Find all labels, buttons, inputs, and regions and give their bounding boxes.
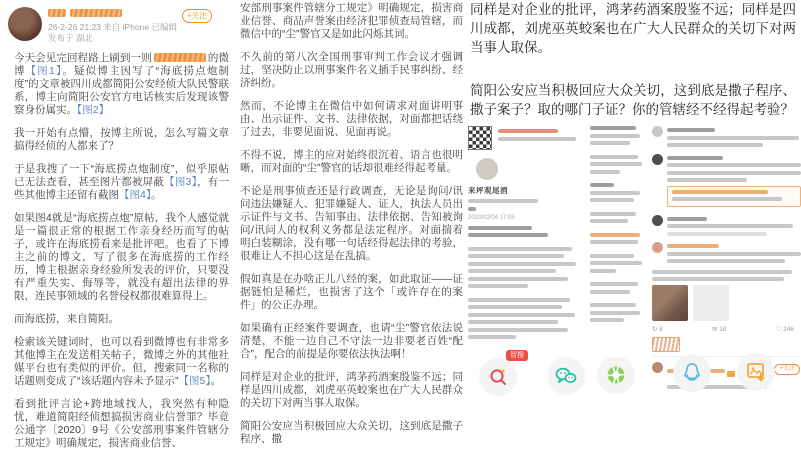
paragraph bbox=[470, 0, 796, 57]
paragraph bbox=[14, 212, 229, 303]
article-column-3 bbox=[470, 0, 796, 143]
blurred-text-line bbox=[468, 226, 532, 230]
profile-post-date: 2020/02/04 17:05 bbox=[468, 214, 515, 221]
text-run: 。 bbox=[151, 189, 162, 201]
blurred-text-line bbox=[468, 233, 548, 237]
blurred-text-line bbox=[468, 247, 572, 251]
blurred-text-line bbox=[590, 126, 636, 130]
paragraph bbox=[14, 313, 229, 326]
blurred-text-line bbox=[468, 313, 575, 317]
figure-link[interactable]: 【图1】 bbox=[25, 65, 63, 77]
paragraph bbox=[14, 163, 229, 202]
paragraph bbox=[240, 185, 463, 263]
qr-caption-blurred bbox=[498, 126, 582, 144]
text-run: 同样是对企业的批评，鸿茅药酒案殷鉴不远；同样是四川成都，刘虎巫英蛟案也在广大人民群众的关切下对两当事人取保。 bbox=[240, 371, 463, 409]
paragraph bbox=[240, 273, 463, 312]
photo-thumbnail[interactable] bbox=[693, 285, 729, 321]
blurred-text-line bbox=[590, 282, 638, 286]
blurred-text-line bbox=[590, 233, 640, 237]
text-run: 如果确有正经案件要调查，也请“尘”警官依法说清楚，不能一边自己不守法一边非要老百姓“配合”，配合的前提是你要依法执法啊！ bbox=[240, 322, 463, 360]
moments-icon[interactable] bbox=[597, 356, 635, 394]
blurred-text-line bbox=[468, 254, 564, 258]
paragraph bbox=[14, 398, 229, 450]
paragraph bbox=[240, 149, 463, 175]
vip-badge bbox=[727, 371, 735, 377]
text-run: ，有一些其他博主还留有截图 bbox=[14, 176, 230, 201]
commenter-avatar bbox=[652, 362, 663, 373]
screenshot-comments-strip[interactable] bbox=[652, 126, 800, 372]
text-run: 我一开始有点懵，按博主所说，怎么写篇文章搞得经侦的人都来了？ bbox=[14, 127, 229, 152]
ai-search-badge: 智搜 bbox=[506, 350, 528, 361]
text-run: 不论是刑事侦查还是行政调查，无论是询问/讯问违法嫌疑人、犯罪嫌疑人、证人，执法人员出示证件与文书、告知事由、法律依据、告知被询问/讯问人的权利义务都是法定程序。对面揣着明白装糊涂，没有哪一句话经得起法律的考验，很难让人不担心这是在乱搞。 bbox=[240, 185, 463, 262]
paragraph bbox=[240, 100, 463, 139]
blurred-text-line bbox=[590, 212, 636, 216]
blurred-text-line bbox=[590, 311, 640, 315]
blurred-text-line bbox=[468, 284, 528, 288]
blurred-text-line bbox=[590, 254, 634, 258]
repost-icon-count[interactable]: ↻ 8 bbox=[652, 325, 663, 333]
text-run: 的微博 bbox=[14, 52, 230, 77]
commenter-avatar bbox=[652, 154, 663, 165]
text-run: 今天会见完回程路上刷到一则 bbox=[14, 52, 152, 64]
paragraph bbox=[240, 51, 463, 90]
blurred-text-line bbox=[468, 262, 576, 266]
blurred-text-line bbox=[468, 320, 558, 324]
qr-code bbox=[468, 126, 492, 150]
blurred-text-line bbox=[590, 162, 642, 166]
commenter-avatar bbox=[652, 215, 663, 226]
follow-button[interactable]: +关注 bbox=[182, 9, 212, 23]
blurred-text-line bbox=[590, 318, 624, 322]
blurred-text-line bbox=[468, 335, 516, 339]
photo-thumbnail[interactable] bbox=[652, 285, 688, 321]
figure-link[interactable]: 【图3】 bbox=[164, 176, 198, 188]
blurred-text-line bbox=[590, 269, 616, 273]
text-run: 不得不说，博主的应对始终很沉着、语言也很明晰，而对面的“尘”警官的话却很难经得起考量。 bbox=[240, 149, 463, 174]
comment-icon-count[interactable]: ✉ 18 bbox=[711, 325, 727, 333]
redacted-username bbox=[154, 53, 206, 62]
qq-icon[interactable] bbox=[673, 354, 711, 392]
text-run: 于是我搜了一下“海底捞点炮制度”，似乎原帖已无法查看，甚至图片都被屏蔽 bbox=[14, 163, 229, 188]
blurred-text-line bbox=[590, 134, 640, 138]
profile-name: 来坪观尾酒 bbox=[468, 186, 508, 195]
blurred-text-line bbox=[468, 269, 556, 273]
blurred-text-line bbox=[468, 305, 562, 309]
blurred-text-line bbox=[590, 141, 630, 145]
blurred-text-line bbox=[590, 290, 630, 294]
screenshot-comments-strip-small[interactable] bbox=[590, 126, 642, 340]
wechat-icon[interactable] bbox=[547, 357, 585, 395]
profile-avatar bbox=[476, 158, 498, 180]
profile-stats-blurred bbox=[468, 199, 538, 203]
blurred-text-line bbox=[590, 170, 620, 174]
figure-link[interactable]: 【图4】 bbox=[119, 189, 152, 201]
paragraph bbox=[240, 420, 463, 446]
comment-action-bar[interactable] bbox=[652, 325, 794, 333]
quoted-reply bbox=[667, 186, 801, 207]
text-run: 而海底捞，来自简阳。 bbox=[14, 313, 119, 325]
paragraph bbox=[240, 2, 463, 41]
text-run: 看到批评言论+跨地域找人，我突然有种隐忧，难道简阳经侦想搞损害商业信誉罪？毕竟公通字〔2020〕9号《公安部刑事案件管辖分工规定》明确规定，损害商业信誉、 bbox=[14, 398, 229, 449]
article-text bbox=[14, 52, 229, 450]
commenter-avatar bbox=[652, 242, 663, 253]
blurred-text-line bbox=[590, 261, 642, 265]
figure-link[interactable]: 【图5】 bbox=[178, 375, 211, 387]
figure-link[interactable]: 【图2】 bbox=[77, 104, 110, 116]
divider bbox=[652, 356, 800, 357]
text-run: 。疑似博主因写了“海底捞点炮制度”的文章被四川成都简阳公安经侦大队民警联系，博主向简阳公安官方电话核实后发现该警察身份属实。 bbox=[14, 65, 229, 116]
blurred-text-line bbox=[468, 328, 568, 332]
blurred-text-line bbox=[590, 303, 636, 307]
post-timestamp: 26-2-26 21:23 来自 iPhone 已编辑 bbox=[48, 22, 177, 32]
like-icon-count[interactable]: ♡ 246 bbox=[775, 325, 794, 333]
text-run: 同样是对企业的批评，鸿茅药酒案殷鉴不远；同样是四川成都，刘虎巫英蛟案也在广大人民群众的关切下对两当事人取保。 bbox=[470, 2, 796, 55]
paragraph bbox=[470, 81, 796, 119]
blurred-text-line bbox=[590, 219, 628, 223]
blurred-text-line bbox=[590, 198, 634, 202]
blurred-text-line bbox=[590, 240, 638, 244]
ai-search-icon[interactable] bbox=[479, 358, 517, 396]
blurred-text-line bbox=[590, 155, 638, 159]
post-location: 发布于 湖北 bbox=[48, 33, 93, 43]
commenter-avatar bbox=[652, 126, 663, 137]
follow-button-small[interactable]: +关注 bbox=[774, 364, 800, 375]
screenshot-profile-strip[interactable] bbox=[468, 126, 582, 340]
separator bbox=[468, 207, 476, 211]
article-column-2 bbox=[240, 2, 463, 456]
blurred-post-text bbox=[468, 226, 582, 340]
text-run: 然而，不论博主在微信中如何请求对面讲明事由、出示证件、文书、法律依据，对面都把话绕了过去，非要见面说、见面再说。 bbox=[240, 100, 463, 138]
paragraph bbox=[240, 322, 463, 361]
paragraph bbox=[14, 336, 229, 388]
text-run: 假如真是在办啥正儿八经的案，如此取证——证据链怕是稀烂，也损害了这个「或许存在的案件」的公正办理。 bbox=[240, 273, 463, 311]
blurred-text-line bbox=[468, 298, 570, 302]
paragraph bbox=[14, 127, 229, 153]
blurred-text-line bbox=[468, 277, 568, 281]
paragraph bbox=[14, 52, 229, 117]
save-image-icon[interactable] bbox=[737, 353, 775, 391]
text-run: 。 bbox=[210, 375, 222, 387]
quoted-image-chip bbox=[652, 337, 680, 352]
text-run: 简阳公安应当积极回应大众关切，这到底是撒子程序、撒 bbox=[240, 420, 463, 445]
text-run: 不久前的第八次全国刑事审判工作会议才强调过，坚决防止以刑事案件名义插手民事纠纷、经济纠纷。 bbox=[240, 51, 463, 89]
blurred-text-line bbox=[590, 183, 614, 187]
text-run: 检索该关键词时，也可以看到微博也有非常多其他博主在发送相关帖子，微博之外的其他社媒平台也有类似的评价。但，搜索同一名称的话题则变成了“该话题内容未予显示” bbox=[14, 336, 229, 387]
text-run: 如果图4就是“海底捞点炮”原帖，我个人感觉就是一篇很正常的根据工作亲身经历而写的帖子，或许在海底捞看来是批评吧。也看了下博主之前的博文，写了很多在海底捞的工作经历，博主根据亲身经验所发表的评价，只要没有严重失实、侮辱等，就没有超出法律的界限，连民事领域的名誉侵权都很难算得上。 bbox=[14, 212, 229, 302]
blurred-text-line bbox=[590, 191, 640, 195]
paragraph bbox=[240, 371, 463, 410]
comment-image-thumbnails[interactable] bbox=[652, 285, 800, 321]
article-column-1 bbox=[14, 0, 229, 460]
text-run: 安部刑事案件管辖分工规定》明确规定，损害商业信誉、商品声誉案由经济犯罪侦查局管辖，而微信中的“尘”警官又是如此闪烁其词。 bbox=[240, 2, 463, 40]
text-run: 简阳公安应当积极回应大众关切，这到底是撒子程序、撒子案子？取的哪门子证？你的管辖经不经得起考验？ bbox=[470, 83, 796, 117]
